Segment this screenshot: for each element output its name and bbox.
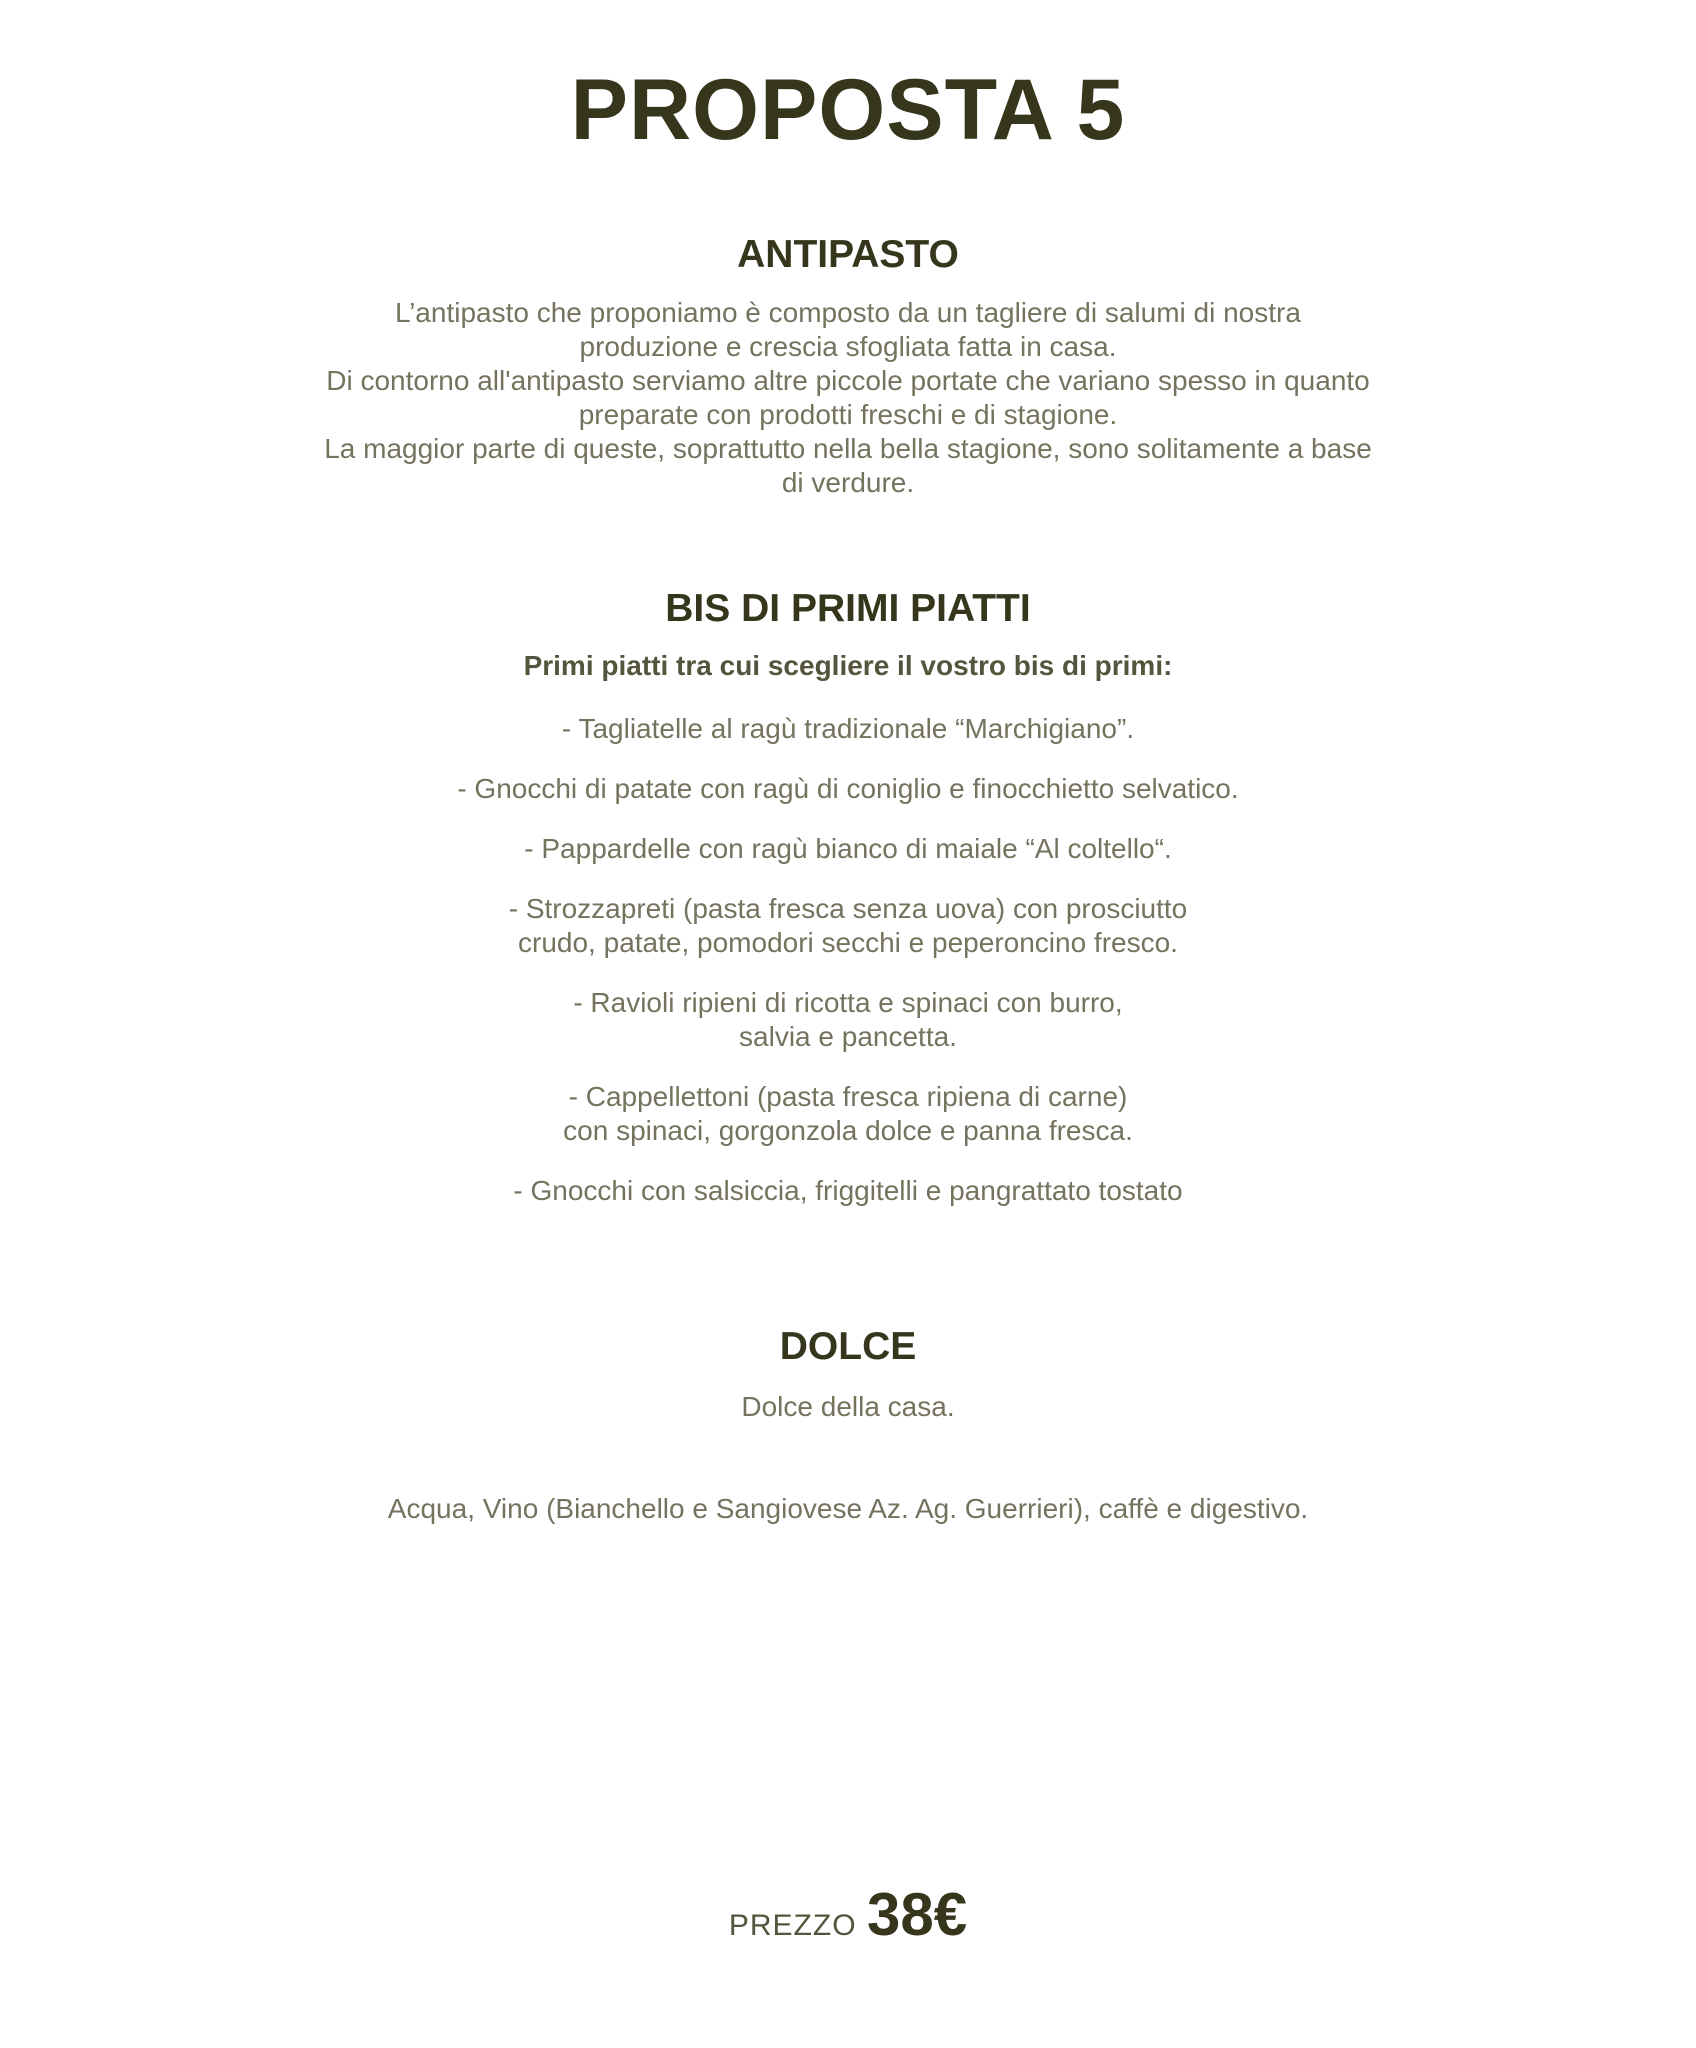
list-item-line: crudo, patate, pomodori secchi e peperoncino fresco. <box>518 927 1178 958</box>
antipasto-line: La maggior parte di queste, soprattutto nella bella stagione, sono solitamente a base <box>324 433 1372 464</box>
list-item <box>0 986 1696 1054</box>
price-row <box>0 1880 1696 1966</box>
list-item-line: - Tagliatelle al ragù tradizionale “Marchigiano”. <box>561 713 1135 744</box>
list-item-line: - Gnocchi di patate con ragù di coniglio e finocchietto selvatico. <box>457 773 1239 804</box>
antipasto-line: di verdure. <box>781 467 915 498</box>
list-item <box>0 1080 1696 1148</box>
dolce-heading: DOLCE <box>779 1325 917 1368</box>
list-item-line: - Cappellettoni (pasta fresca ripiena di carne) <box>568 1081 1128 1112</box>
price-label: PREZZO <box>728 1909 857 1942</box>
price-value: 38€ <box>867 1881 968 1948</box>
list-item-line: con spinaci, gorgonzola dolce e panna fresca. <box>563 1115 1133 1146</box>
dolce-description: Dolce della casa. <box>741 1391 955 1422</box>
primi-intro: Primi piatti tra cui scegliere il vostro bis di primi: <box>523 650 1173 681</box>
antipasto-heading: ANTIPASTO <box>737 233 959 276</box>
antipasto-line: L’antipasto che proponiamo è composto da un tagliere di salumi di nostra <box>395 297 1301 328</box>
list-item <box>0 892 1696 960</box>
list-item-line: - Ravioli ripieni di ricotta e spinaci con burro, <box>573 987 1123 1018</box>
primi-heading: BIS DI PRIMI PIATTI <box>665 587 1031 630</box>
list-item <box>0 712 1696 746</box>
list-item <box>0 772 1696 806</box>
antipasto-description <box>0 296 1696 500</box>
antipasto-line: produzione e crescia sfogliata fatta in casa. <box>579 331 1117 362</box>
list-item-line: - Strozzapreti (pasta fresca senza uova) con prosciutto <box>508 893 1188 924</box>
list-item <box>0 1174 1696 1208</box>
drinks-note: Acqua, Vino (Bianchello e Sangiovese Az. Ag. Guerrieri), caffè e digestivo. <box>387 1493 1309 1524</box>
list-item-line: salvia e pancetta. <box>739 1021 957 1052</box>
page-title: PROPOSTA 5 <box>570 62 1126 158</box>
antipasto-line: preparate con prodotti freschi e di stagione. <box>578 399 1118 430</box>
primi-list <box>0 712 1696 1234</box>
list-item-line: - Gnocchi con salsiccia, friggitelli e pangrattato tostato <box>513 1175 1183 1206</box>
list-item-line: - Pappardelle con ragù bianco di maiale “Al coltello“. <box>524 833 1172 864</box>
antipasto-line: Di contorno all'antipasto serviamo altre piccole portate che variano spesso in quanto <box>326 365 1370 396</box>
list-item <box>0 832 1696 866</box>
